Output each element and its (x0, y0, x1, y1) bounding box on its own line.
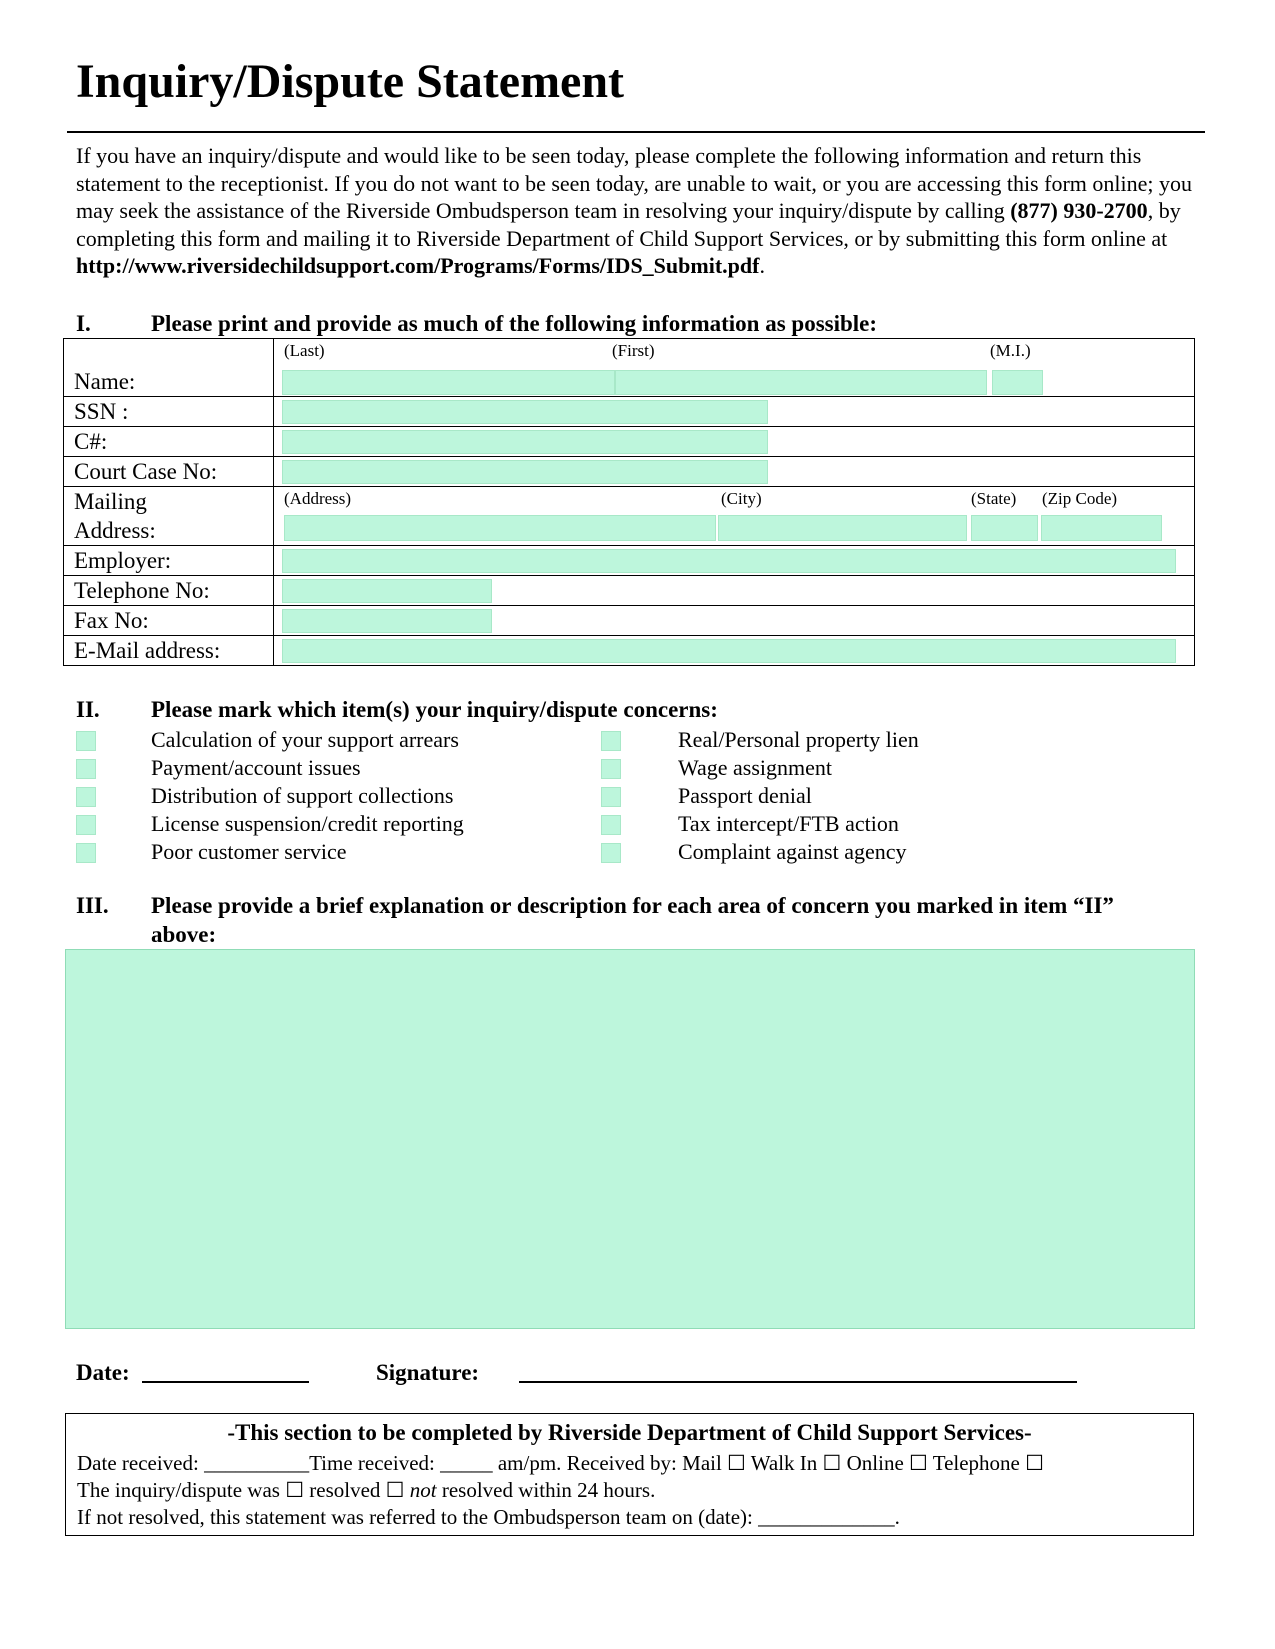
zip-code-field[interactable] (1041, 515, 1162, 541)
telephone-row (64, 576, 1195, 606)
concern-checkbox-1[interactable] (76, 731, 96, 751)
concern-label-2: Payment/account issues (151, 755, 361, 780)
telephone-field[interactable] (282, 579, 492, 603)
submit-url: http://www.riversidechildsupport.com/Programs/Forms/IDS_Submit.pdf (76, 253, 760, 278)
title-divider (67, 131, 1205, 133)
employer-cell (274, 546, 1195, 576)
street-address-field[interactable] (284, 515, 716, 541)
concern-label-4: License suspension/credit reporting (151, 811, 464, 836)
date-line[interactable] (142, 1381, 309, 1383)
concern-label-1: Calculation of your support arrears (151, 727, 459, 752)
court-case-cell (274, 457, 1195, 487)
concern-checkbox-5[interactable] (76, 843, 96, 863)
intro-text-3: . (759, 253, 765, 278)
section-2-number: II. (76, 697, 100, 722)
page-title: Inquiry/Dispute Statement (76, 55, 625, 108)
explanation-textarea[interactable] (65, 949, 1195, 1329)
resolution-text-1: The inquiry/dispute was ☐ resolved ☐ (77, 1478, 410, 1502)
ssn-label: SSN : (64, 397, 274, 427)
concern-checkbox-4[interactable] (76, 815, 96, 835)
state-field[interactable] (971, 515, 1038, 541)
middle-initial-field[interactable] (992, 370, 1043, 395)
intro-text-1: If you have an inquiry/dispute and would like to be seen today, please complete the following information and return this statement to the receptionist. If you do not want to be seen today, are unable to wait, or you are accessing this form online; you may seek the assistance of the Riverside Ombudsperson team in resolving your inquiry/dispute by calling (76, 143, 1192, 223)
concern-label-8: Passport denial (678, 783, 812, 808)
address-caption: (Address) (284, 489, 352, 508)
concern-checkbox-2[interactable] (76, 759, 96, 779)
office-use-header: -This section to be completed by Riverside Department of Child Support Services- (227, 1420, 1032, 1445)
ssn-field[interactable] (282, 400, 768, 424)
case-number-row (64, 427, 1195, 457)
section-1-number: I. (76, 311, 91, 336)
concern-checkbox-3[interactable] (76, 787, 96, 807)
mailing-label-line-2: Address: (74, 518, 156, 543)
mailing-label-line-1: Mailing (74, 489, 147, 514)
case-number-cell (274, 427, 1195, 457)
concern-label-7: Wage assignment (678, 755, 833, 780)
last-name-field[interactable] (282, 370, 615, 395)
first-name-caption: (First) (612, 341, 655, 360)
case-number-label: C#: (64, 427, 274, 457)
fax-field[interactable] (282, 609, 492, 633)
fax-row (64, 606, 1195, 636)
resolution-not-word: not (409, 1478, 437, 1502)
ssn-row (64, 397, 1195, 427)
personal-info-table (63, 338, 1195, 666)
email-row (64, 636, 1195, 666)
court-case-label: Court Case No: (64, 457, 274, 487)
office-received-line: Date received: __________Time received: _____ am/pm. Received by: Mail ☐ Walk In ☐ Online ☐ Telephone ☐ (77, 1451, 1044, 1475)
fax-label: Fax No: (64, 606, 274, 636)
signature-line[interactable] (519, 1381, 1077, 1383)
office-referral-line: If not resolved, this statement was referred to the Ombudsperson team on (date): _____________. (77, 1505, 900, 1529)
ssn-cell (274, 397, 1195, 427)
state-caption: (State) (971, 489, 1017, 508)
employer-row (64, 546, 1195, 576)
concern-checkbox-7[interactable] (601, 759, 621, 779)
email-cell (274, 636, 1195, 666)
office-resolution-line (77, 1478, 655, 1503)
concern-label-9: Tax intercept/FTB action (678, 811, 899, 836)
fax-cell (274, 606, 1195, 636)
name-row (64, 339, 1195, 397)
intro-paragraph (76, 142, 1216, 280)
concern-label-3: Distribution of support collections (151, 783, 454, 808)
concern-checkbox-10[interactable] (601, 843, 621, 863)
email-field[interactable] (282, 639, 1176, 663)
first-name-field[interactable] (615, 370, 987, 395)
court-case-field[interactable] (282, 460, 768, 484)
last-name-caption: (Last) (284, 341, 325, 360)
intro-text-2: , by completing this form and mailing it to Riverside Department of Child Support Services, or by submitting this form online at (76, 198, 1181, 251)
section-3-number: III. (76, 893, 109, 918)
concern-label-6: Real/Personal property lien (678, 727, 919, 752)
concern-checkbox-8[interactable] (601, 787, 621, 807)
email-label: E-Mail address: (64, 636, 274, 666)
office-use-box (65, 1413, 1194, 1536)
date-label: Date: (76, 1360, 130, 1385)
concern-checkbox-6[interactable] (601, 731, 621, 751)
section-3-title-line-1: Please provide a brief explanation or description for each area of concern you marked in item “II” (151, 893, 1114, 918)
case-number-field[interactable] (282, 430, 768, 454)
concern-checkbox-9[interactable] (601, 815, 621, 835)
section-3-title-line-2: above: (151, 922, 217, 947)
middle-initial-caption: (M.I.) (990, 341, 1031, 360)
employer-label: Employer: (64, 546, 274, 576)
mailing-address-cell (274, 487, 1195, 546)
mailing-address-label (64, 487, 274, 546)
city-field[interactable] (718, 515, 967, 541)
employer-field[interactable] (282, 549, 1176, 573)
resolution-text-2: resolved within 24 hours. (436, 1478, 656, 1502)
ombudsperson-phone: (877) 930-2700 (1010, 198, 1148, 223)
court-case-row (64, 457, 1195, 487)
name-cell (274, 339, 1195, 397)
section-1-title: Please print and provide as much of the following information as possible: (151, 311, 878, 336)
telephone-label: Telephone No: (64, 576, 274, 606)
city-caption: (City) (721, 489, 762, 508)
concern-label-10: Complaint against agency (678, 839, 907, 864)
mailing-address-row (64, 487, 1195, 546)
concern-label-5: Poor customer service (151, 839, 347, 864)
telephone-cell (274, 576, 1195, 606)
signature-label: Signature: (376, 1360, 480, 1385)
name-label: Name: (64, 339, 274, 397)
zip-caption: (Zip Code) (1042, 489, 1118, 508)
section-2-title: Please mark which item(s) your inquiry/dispute concerns: (151, 697, 718, 722)
